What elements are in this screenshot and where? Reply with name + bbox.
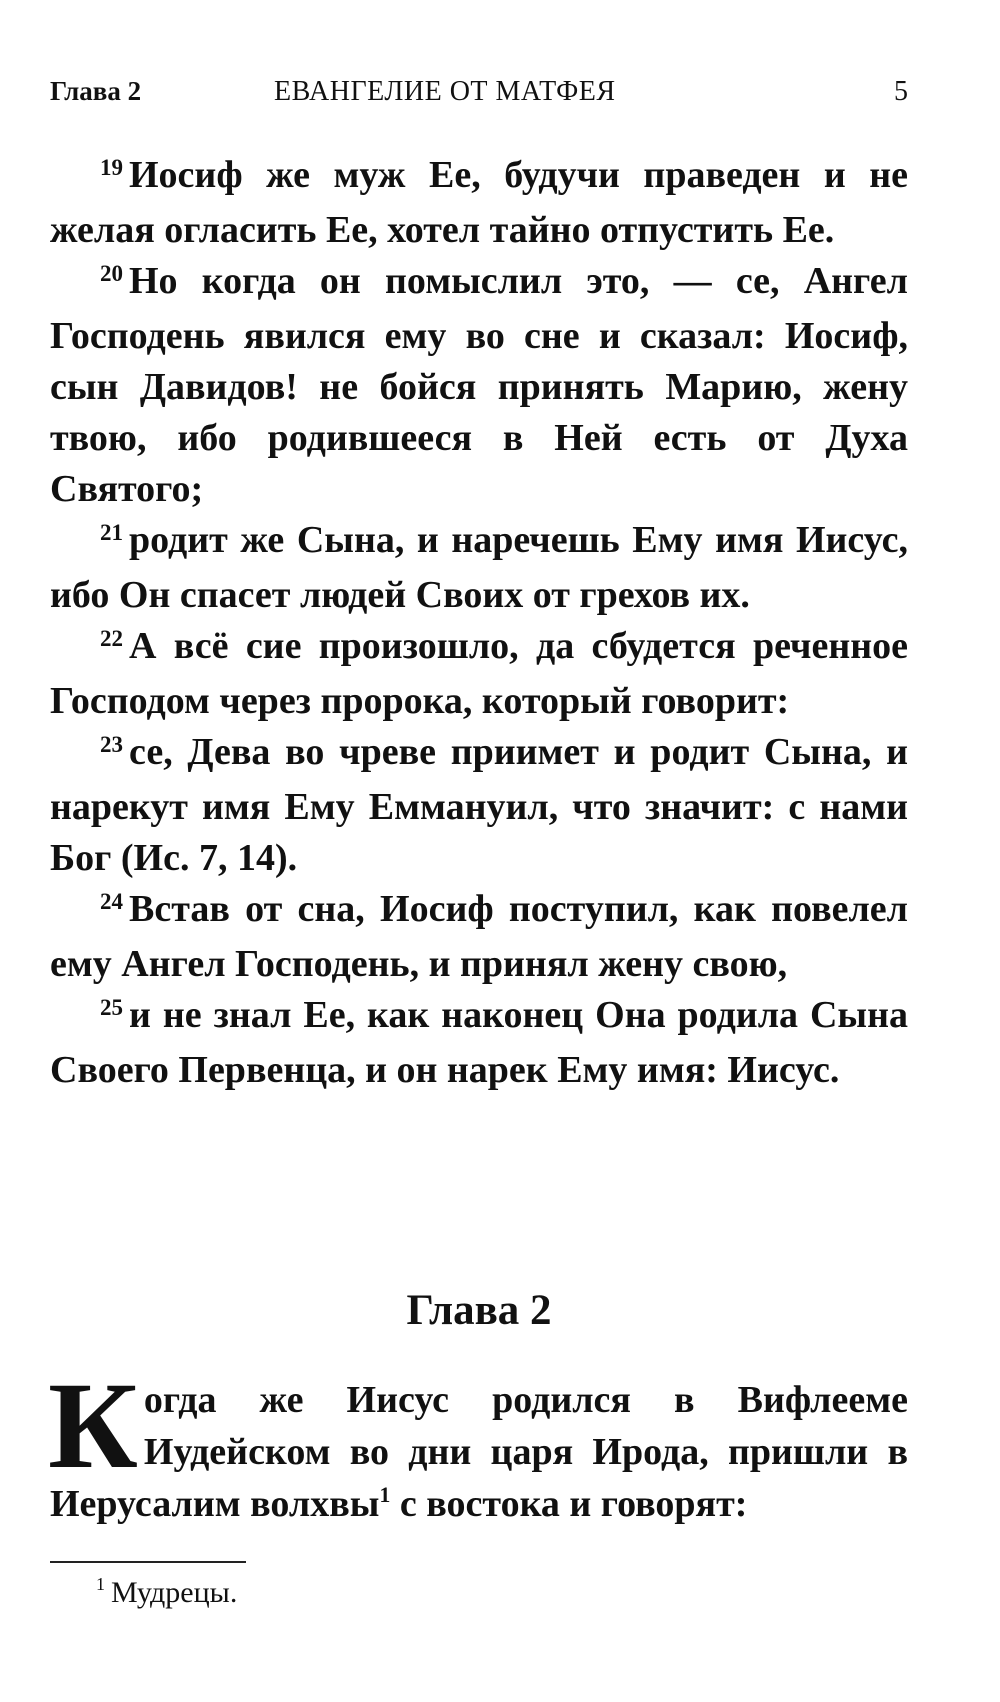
- verse-text: Встав от сна, Иосиф поступил, как повелел ему Ангел Господень, и принял жену свою,: [50, 888, 908, 985]
- opening-text-continued: с востока и говорят:: [390, 1483, 748, 1525]
- verse-23: [50, 727, 908, 884]
- footnote-text: Мудрецы.: [111, 1576, 238, 1609]
- footnote-divider: [50, 1561, 246, 1563]
- verse-text: Иосиф же муж Ее, будучи праведен и не желая огласить Ее, хотел тайно отпустить Ее.: [50, 154, 908, 251]
- verse-text: родит же Сына, и наречешь Ему имя Иисус, ибо Он спасет людей Своих от грехов их.: [50, 519, 908, 616]
- verse-number: 20: [100, 261, 123, 286]
- chapter-opening-paragraph: [48, 1357, 908, 1535]
- footnote: [96, 1576, 237, 1610]
- verse-text: А всё сие произошло, да сбудется реченное Господом через пророка, который говорит:: [50, 625, 908, 722]
- verse-25: [50, 990, 908, 1096]
- running-head-book-title: ЕВАНГЕЛИЕ ОТ МАТФЕЯ: [274, 76, 616, 107]
- running-head: [50, 76, 908, 116]
- verse-20: [50, 256, 908, 515]
- verse-text: Но когда он помыслил это, — се, Ангел Господень явился ему во сне и сказал: Иосиф, сын Давидов! не бойся принять Марию, жену твою, ибо родившееся в Ней есть от Духа Святого;: [50, 260, 908, 510]
- verse-22: [50, 621, 908, 727]
- verse-text: се, Дева во чреве приимет и родит Сына, и нарекут имя Ему Еммануил, что значит: с нами Бог (Ис. 7, 14).: [50, 731, 908, 879]
- page-number: 5: [894, 76, 908, 107]
- verse-24: [50, 884, 908, 990]
- verse-19: [50, 150, 908, 256]
- verse-number: 24: [100, 889, 123, 914]
- footnote-reference: 1: [379, 1482, 391, 1507]
- verse-text: и не знал Ее, как наконец Она родила Сына Своего Первенца, и он нарек Ему имя: Иисус.: [50, 994, 908, 1091]
- running-head-chapter: Глава 2: [50, 76, 142, 106]
- verse-number: 25: [100, 995, 123, 1020]
- verse-21: [50, 515, 908, 621]
- verse-number: 19: [100, 155, 123, 180]
- drop-cap: К: [48, 1357, 138, 1494]
- opening-text: огда же Иисус родился в Вифлееме Иудейском во дни царя Ирода, пришли в Иерусалим волхвы: [50, 1379, 908, 1525]
- footnote-number: 1: [96, 1574, 105, 1594]
- verses-block: [50, 150, 908, 1096]
- verse-number: 22: [100, 626, 123, 651]
- chapter-heading: Глава 2: [406, 1287, 552, 1334]
- verse-number: 21: [100, 520, 123, 545]
- verse-number: 23: [100, 732, 123, 757]
